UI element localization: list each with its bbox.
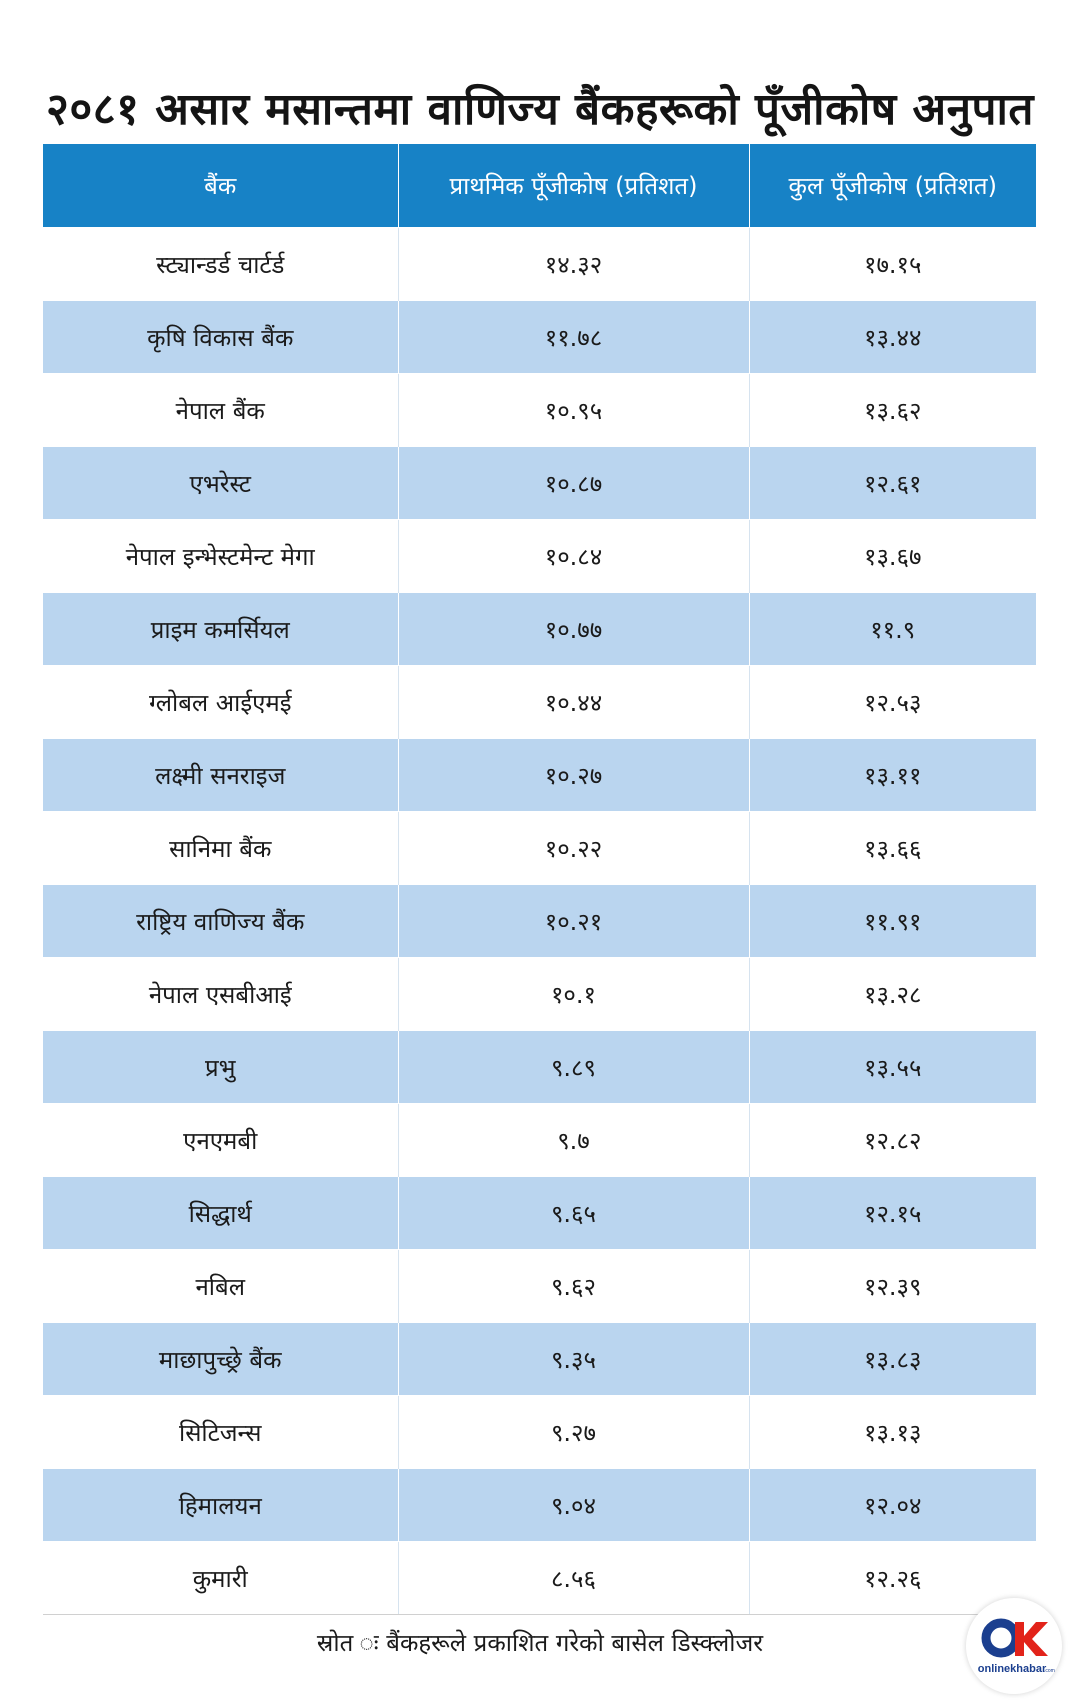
primary-capital-value: १०.२७ [398,739,749,812]
total-capital-value: ११.९१ [749,885,1036,958]
table-row [43,1250,1036,1323]
primary-capital-value: १०.२२ [398,812,749,885]
table-row [43,1469,1036,1542]
primary-capital-value: १०.९५ [398,374,749,447]
table-row [43,885,1036,958]
primary-capital-value: १४.३२ [398,228,749,301]
total-capital-value: १२.८२ [749,1104,1036,1177]
bank-name: सानिमा बैंक [43,812,398,885]
total-capital-value: १३.६६ [749,812,1036,885]
source-note: स्रोत ः बैंकहरूले प्रकाशित गरेको बासेल डिस्क्लोजर [316,1629,764,1657]
bank-name: नेपाल एसबीआई [43,958,398,1031]
table-row [43,1323,1036,1396]
total-capital-value: १२.६१ [749,447,1036,520]
primary-capital-value: ८.५६ [398,1542,749,1615]
bank-name: लक्ष्मी सनराइज [43,739,398,812]
total-capital-value: १२.५३ [749,666,1036,739]
primary-capital-value: १०.७७ [398,593,749,666]
primary-capital-value: ११.७८ [398,301,749,374]
primary-capital-value: ९.७ [398,1104,749,1177]
total-capital-value: १३.५५ [749,1031,1036,1104]
primary-capital-value: ९.८९ [398,1031,749,1104]
table-row [43,593,1036,666]
total-capital-value: १३.११ [749,739,1036,812]
bank-name: माछापुच्छ्रे बैंक [43,1323,398,1396]
bank-name: कृषि विकास बैंक [43,301,398,374]
table-row [43,520,1036,593]
table-row [43,739,1036,812]
total-capital-value: १३.२८ [749,958,1036,1031]
table-header-row [43,144,1036,228]
total-capital-value: १३.१३ [749,1396,1036,1469]
table-row [43,1104,1036,1177]
primary-capital-value: ९.६२ [398,1250,749,1323]
table-row [43,812,1036,885]
primary-capital-value: १०.१ [398,958,749,1031]
capital-ratio-table [43,144,1036,1615]
bank-name: एनएमबी [43,1104,398,1177]
logo-text: onlinekhabar [977,1663,1047,1675]
bank-name: प्रभु [43,1031,398,1104]
table-row [43,374,1036,447]
table-row [43,301,1036,374]
total-capital-value: १३.६७ [749,520,1036,593]
table-row [43,447,1036,520]
bank-name: ग्लोबल आईएमई [43,666,398,739]
bank-name: स्ट्यान्डर्ड चार्टर्ड [43,228,398,301]
logo-suffix: .com [1044,1668,1055,1674]
bank-name: प्राइम कमर्सियल [43,593,398,666]
bank-name: कुमारी [43,1542,398,1615]
column-header-total-capital: कुल पूँजीकोष (प्रतिशत) [749,144,1036,228]
bank-name: नेपाल बैंक [43,374,398,447]
primary-capital-value: ९.०४ [398,1469,749,1542]
column-header-primary-capital: प्राथमिक पूँजीकोष (प्रतिशत) [398,144,749,228]
total-capital-value: १३.६२ [749,374,1036,447]
total-capital-value: १२.२६ [749,1542,1036,1615]
primary-capital-value: ९.६५ [398,1177,749,1250]
total-capital-value: १२.१५ [749,1177,1036,1250]
onlinekhabar-logo-icon[interactable] [966,1598,1062,1694]
table-row [43,1542,1036,1615]
table-row [43,958,1036,1031]
bank-name: एभरेस्ट [43,447,398,520]
column-header-bank: बैंक [43,144,398,228]
primary-capital-value: १०.२१ [398,885,749,958]
total-capital-value: १३.४४ [749,301,1036,374]
bank-name: नबिल [43,1250,398,1323]
total-capital-value: १२.०४ [749,1469,1036,1542]
bank-name: हिमालयन [43,1469,398,1542]
logo-graphic [966,1598,1062,1694]
table-row [43,1031,1036,1104]
total-capital-value: १२.३९ [749,1250,1036,1323]
total-capital-value: १७.१५ [749,228,1036,301]
total-capital-value: १३.८३ [749,1323,1036,1396]
bank-name: नेपाल इन्भेस्टमेन्ट मेगा [43,520,398,593]
logo-k-shape [1015,1622,1048,1656]
primary-capital-value: १०.८७ [398,447,749,520]
primary-capital-value: १०.८४ [398,520,749,593]
table-row [43,1177,1036,1250]
bank-name: राष्ट्रिय वाणिज्य बैंक [43,885,398,958]
table-row [43,666,1036,739]
logo-o-shape [986,1623,1016,1653]
bank-name: सिटिजन्स [43,1396,398,1469]
primary-capital-value: ९.२७ [398,1396,749,1469]
table-row [43,228,1036,301]
primary-capital-value: ९.३५ [398,1323,749,1396]
primary-capital-value: १०.४४ [398,666,749,739]
total-capital-value: ११.९ [749,593,1036,666]
bank-name: सिद्धार्थ [43,1177,398,1250]
page-title: २०८१ असार मसान्तमा वाणिज्य बैंकहरूको पूँजीकोष अनुपात [45,84,1035,135]
table-row [43,1396,1036,1469]
